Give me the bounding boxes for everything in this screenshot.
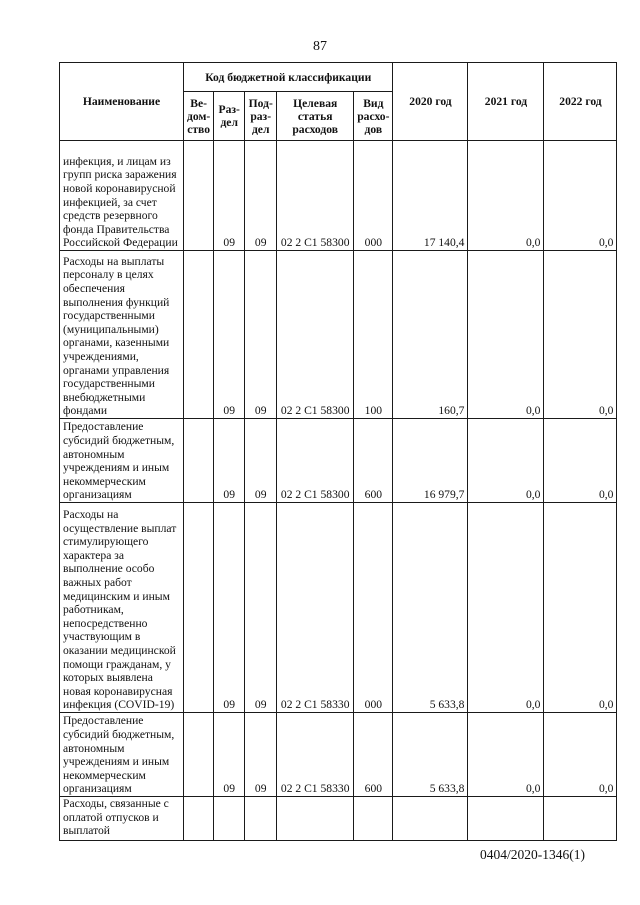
row-ved — [184, 141, 214, 251]
header-razdel: Раз- дел — [214, 92, 245, 141]
row-2022: 0,0 — [544, 503, 617, 713]
row-vid: 600 — [354, 713, 393, 797]
row-2021: 0,0 — [468, 141, 544, 251]
header-2021: 2021 год — [468, 63, 544, 141]
row-ved — [184, 503, 214, 713]
budget-table — [59, 62, 617, 841]
document-code: 0404/2020-1346(1) — [480, 847, 585, 862]
row-target: 02 2 С1 58300 — [277, 419, 354, 503]
row-podrazdel — [245, 797, 277, 841]
row-vid: 600 — [354, 419, 393, 503]
table-row — [60, 503, 617, 713]
row-2021 — [468, 797, 544, 841]
row-razdel: 09 — [214, 713, 245, 797]
row-razdel: 09 — [214, 419, 245, 503]
row-target: 02 2 С1 58330 — [277, 503, 354, 713]
row-razdel: 09 — [214, 141, 245, 251]
row-ved — [184, 419, 214, 503]
row-name: инфекция, и лицам из групп риска заражения новой коронавирусной инфекцией, за счет средств резервного фонда Правительства Российской Федерации — [60, 141, 184, 251]
row-name: Предоставление субсидий бюджетным, автономным учреждениям и иным некоммерческим организациям — [60, 713, 184, 797]
row-vid: 100 — [354, 251, 393, 419]
row-2020: 17 140,4 — [393, 141, 468, 251]
header-target: Целевая статья расходов — [277, 92, 354, 141]
row-2020: 5 633,8 — [393, 503, 468, 713]
row-target: 02 2 С1 58300 — [277, 141, 354, 251]
header-2022: 2022 год — [544, 63, 617, 141]
table-row — [60, 251, 617, 419]
row-name: Расходы, связанные с оплатой отпусков и выплатой — [60, 797, 184, 841]
row-2022: 0,0 — [544, 141, 617, 251]
row-2022: 0,0 — [544, 713, 617, 797]
row-name: Расходы на осуществление выплат стимулирующего характера за выполнение особо важных работ медицинским и иным работникам, непосредственно участвующим в оказании медицинской помощи гражданам, у которых выявлена новая коронавирусная инфекция (COVID-19) — [60, 503, 184, 713]
header-vid: Вид расхо- дов — [354, 92, 393, 141]
row-target — [277, 797, 354, 841]
row-podrazdel: 09 — [245, 141, 277, 251]
page-number: 87 — [313, 39, 327, 54]
row-ved — [184, 797, 214, 841]
row-podrazdel: 09 — [245, 419, 277, 503]
row-2021: 0,0 — [468, 419, 544, 503]
row-2020: 160,7 — [393, 251, 468, 419]
header-name: Наименование — [60, 63, 184, 141]
row-ved — [184, 713, 214, 797]
header-podrazdel: Под- раз- дел — [245, 92, 277, 141]
row-2020 — [393, 797, 468, 841]
row-2022: 0,0 — [544, 251, 617, 419]
row-name: Предоставление субсидий бюджетным, автономным учреждениям и иным некоммерческим организациям — [60, 419, 184, 503]
row-podrazdel: 09 — [245, 251, 277, 419]
row-target: 02 2 С1 58300 — [277, 251, 354, 419]
row-podrazdel: 09 — [245, 713, 277, 797]
row-2022: 0,0 — [544, 419, 617, 503]
row-razdel: 09 — [214, 503, 245, 713]
row-name: Расходы на выплаты персоналу в целях обеспечения выполнения функций государственными (муниципальными) органами, казенными учреждениями, органами управления государственными внебюджетными фондами — [60, 251, 184, 419]
row-vid: 000 — [354, 141, 393, 251]
row-2020: 5 633,8 — [393, 713, 468, 797]
table-row — [60, 713, 617, 797]
table-row — [60, 797, 617, 841]
table-row — [60, 419, 617, 503]
table-row — [60, 141, 617, 251]
row-2021: 0,0 — [468, 713, 544, 797]
row-vid — [354, 797, 393, 841]
header-2020: 2020 год — [393, 63, 468, 141]
header-ved: Ве- дом- ство — [184, 92, 214, 141]
row-podrazdel: 09 — [245, 503, 277, 713]
row-2021: 0,0 — [468, 503, 544, 713]
row-2020: 16 979,7 — [393, 419, 468, 503]
row-2021: 0,0 — [468, 251, 544, 419]
row-2022 — [544, 797, 617, 841]
row-razdel — [214, 797, 245, 841]
header-code-group: Код бюджетной классификации — [184, 63, 393, 92]
row-target: 02 2 С1 58330 — [277, 713, 354, 797]
row-ved — [184, 251, 214, 419]
row-razdel: 09 — [214, 251, 245, 419]
row-vid: 000 — [354, 503, 393, 713]
